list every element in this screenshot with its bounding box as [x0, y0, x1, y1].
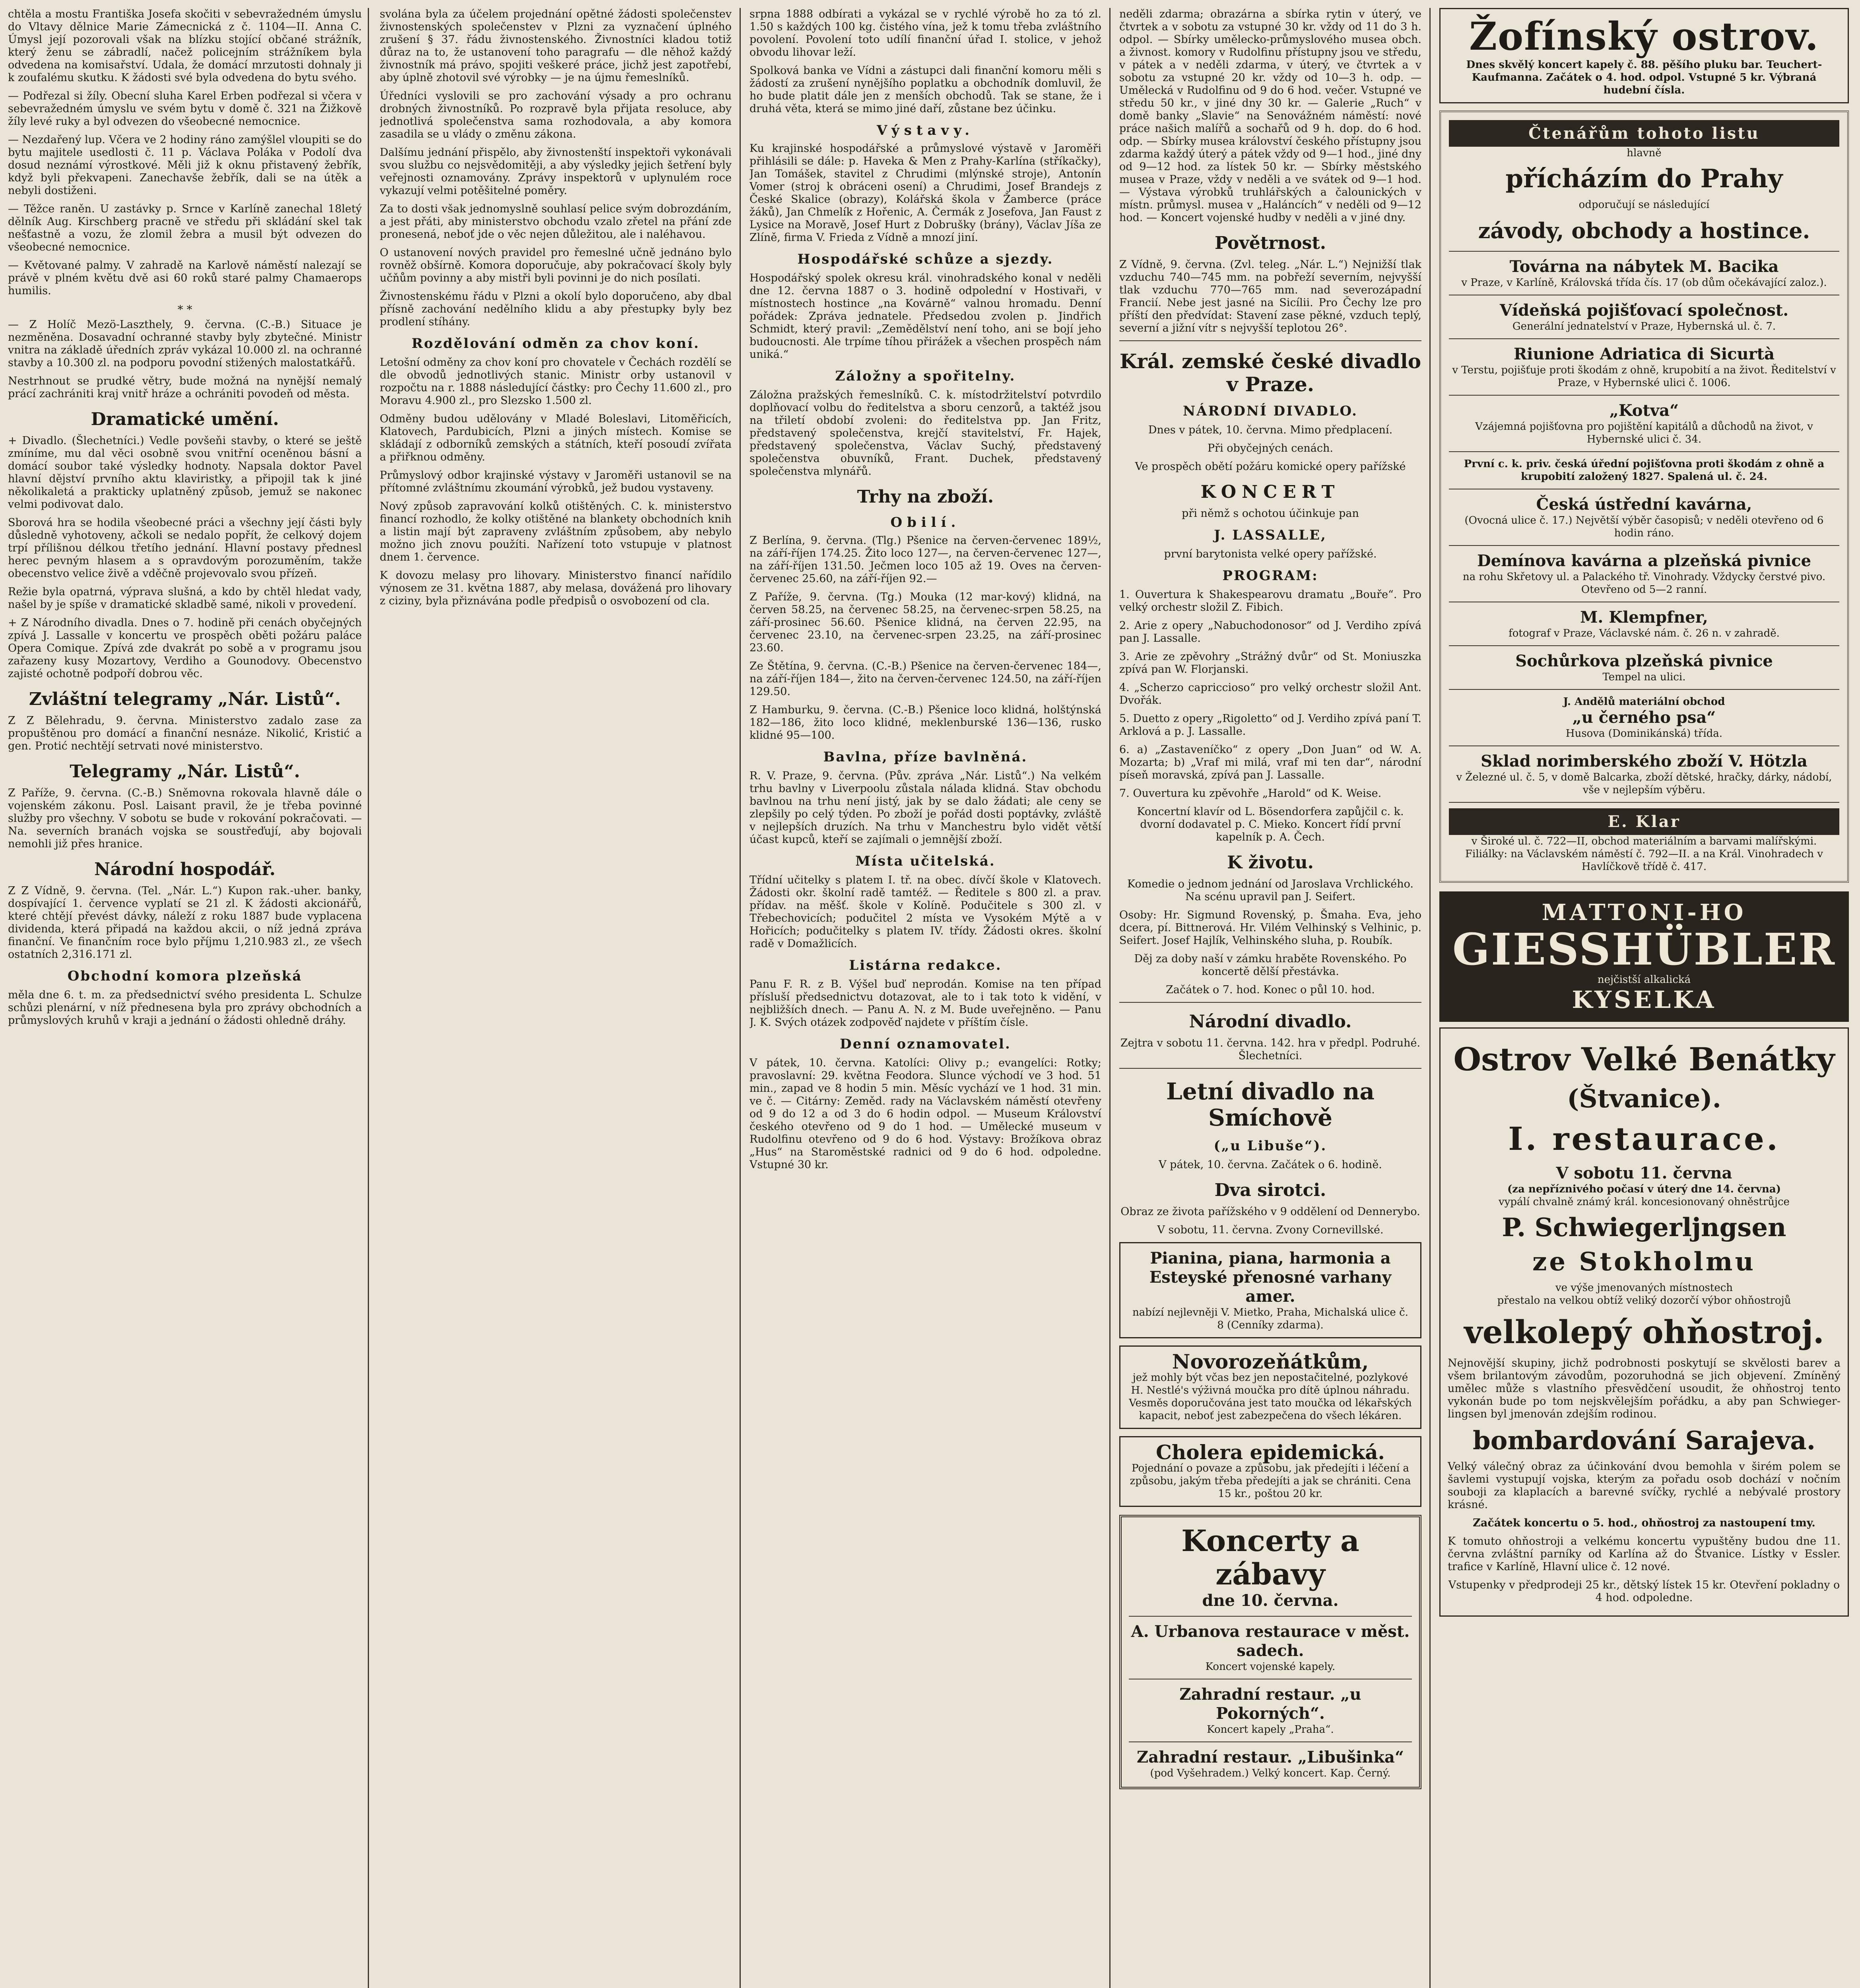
- business-name: Sklad norimberského zboží V. Hötzla: [1481, 752, 1808, 771]
- business-info: v Praze, v Karlíně, Královská třída čís. 17 (ob dům očekávající zaloz.).: [1461, 277, 1827, 289]
- ad-title: Cholera epidemická.: [1156, 1441, 1385, 1464]
- business-name: Česká ústřední kavárna,: [1536, 495, 1752, 514]
- column-3: [749, 8, 1101, 1988]
- performance-prices: Při obyčejných cenách.: [1208, 442, 1333, 454]
- section-heading: Výstavy.: [876, 122, 975, 138]
- nestle-advertisement: [1119, 1345, 1421, 1429]
- divider: [1449, 251, 1839, 252]
- news-paragraph: O ustanovení nových pravidel pro řemeslné učně jednáno bylo rovněž obšírně. Komora doporučuje, aby pokračovací školy byly učňům povinny a aby mistři byli povinni je do nich posílati.: [380, 247, 732, 284]
- concert-title: KONCERT: [1200, 482, 1340, 502]
- ad-title: GIESSHÜBLER: [1452, 924, 1836, 975]
- play-cast: Osoby: Hr. Sigmund Rovenský, p. Šmaha. Eva, jeho dcera, pí. Bittnerová. Hr. Vilém Velhinský s Velhinic, p. Seifert. Josef Hajlík, Velhinského sluha, p. Roubík.: [1119, 909, 1421, 947]
- theatre-subheading: („u Libuše“).: [1213, 1138, 1327, 1154]
- news-paragraph: srpna 1888 odbírati a vykázal se v rychlé výrobě ho za tó zl. 1.50 s každých 100 kg. čistého vína, jež k tomu třeba zvláštního povolení. Povolení toto udílí finanční úřad I. stolice, v jehož obvodu lihovar leží.: [749, 8, 1101, 58]
- play-description: Obraz ze života pařížského v 9 oddělení od Dennerybo.: [1120, 1206, 1420, 1218]
- zofin-advertisement: [1439, 8, 1849, 103]
- play-title: K životu.: [1227, 852, 1314, 873]
- section-heading: Zvláštní telegramy „Nár. Listů“.: [29, 689, 341, 709]
- venue-name: Zahradní restaur. „Libušinka“: [1137, 1748, 1404, 1767]
- section-heading: Dramatické umění.: [91, 409, 279, 429]
- news-paragraph: Odměny budou udělovány v Mladé Boleslavi, Litoměřicích, Klatovech, Pardubicích, Plzni a jiných místech. Komise se skládají z odborníků zemských a státních, kteří posoudí zvířata a přiřknou odměny.: [380, 413, 732, 463]
- benatky-advertisement: [1439, 1027, 1849, 1617]
- section-subheading: Obilí.: [890, 514, 961, 530]
- business-name: Vídeňská pojišťovací společnost.: [1499, 301, 1789, 320]
- theatre-heading: Letní divadlo na Smíchově: [1166, 1078, 1375, 1131]
- performance-info: V sobotu, 11. června. Zvony Cornevillské.: [1157, 1224, 1384, 1236]
- concert-subtitle: při němž s ochotou účinkuje pan: [1182, 507, 1359, 520]
- performance-date: Dnes v pátek, 10. června. Mimo předplacení.: [1148, 424, 1393, 436]
- news-paragraph: Panu F. R. z B. Výšel buď neprodán. Komise na ten případ přísluší předsednictvu dotazovat, ale to i tak toto k vidění, v nejbližších dnech. — Panu A. N. z M. Bude uveřejněno. — Panu J. K. Svých otázek zodpověď najdete v příštím čísle.: [749, 978, 1101, 1029]
- news-paragraph: Hospodářský spolek okresu král. vinohradského konal v neděli dne 12. června 1887 o 3. hodině odpolední v Hostivaři, v místnostech hostince „na Kovárně“ valnou hromadu. Denní pořádek: Zpráva jednatele. Předsedou zvolen p. Jindřich Schmidt, který pravil: „Zemědělství není toho, ani se bojí jeho budoucnosti. Ale trpíme tíhou přirážek a všechen prospěch nám uniká.“: [749, 272, 1101, 361]
- section-heading: Záložny a spořitelny.: [835, 368, 1016, 384]
- business-name: J. Andělů materiální obchod: [1563, 696, 1725, 708]
- program-note: Koncertní klavír od L. Bösendorfera zapůjčil c. k. dvorní dodavatel p. C. Mieko. Koncert řídí první kapelník p. A. Čech.: [1137, 806, 1404, 843]
- giesshubler-advertisement: [1439, 891, 1849, 1022]
- news-paragraph: Spolková banka ve Vídni a zástupci dali finanční komoru měli s žádostí za zrušení nynějšího poplatku a obchodník domluvil, že ho bude platit dále jen z menších obchodů. Tak se stane, že i druhá věta, která se mimo jiné daří, zůstane bez účinku.: [749, 64, 1101, 115]
- play-note: Děj za doby naší v zámku hraběte Rovenského. Po koncertě dělší přestávka.: [1134, 953, 1407, 978]
- business-info: Tempel na ulici.: [1602, 671, 1686, 683]
- business-name: „Kotva“: [1609, 401, 1679, 420]
- divider: [1449, 451, 1839, 452]
- business-info: v Železné ul. č. 5, v domě Balcarka, zboží dětské, hračky, dárky, nádobí, vše v nejlepším výběru.: [1456, 771, 1832, 796]
- column-divider: [368, 8, 369, 1988]
- event-description: K tomuto ohňostroji a velkému koncertu vypuštěny budou dne 11. června zvláštní parníky od Karlína až do Štvanice. Lístky v Essler. trafice v Karlíně, Hlavní ulice č. 12 nové.: [1448, 1535, 1841, 1573]
- weather-paragraph: Z Vídně, 9. června. (Zvl. teleg. „Nár. L.“) Nejnižší tlak vzduchu 740—745 mm. na pobřeží severním, nejvyšší tlak vzduchu 770—765 mm. nad severozápadní Francií. Nebe jest jasné na Sicílii. Pro Čechy lze pro příští den předvídat: Stavení zase pěkné, vzduch teplý, severní a jižní vítr s nejvyšší teplotou 26°.: [1119, 258, 1421, 334]
- event-start: Začátek koncertu o 5. hod., ohňostroj za nastoupení tmy.: [1473, 1517, 1815, 1529]
- news-paragraph: Ku krajinské hospodářské a průmyslové výstavě v Jaroměři přihlásili se dále: p. Haveka & Men z Prahy-Karlína (stříkačky), Jan Tomášek, stavitel z Chrudimi (mlýnské stroje), Antonín Vomer (stroj k obráceni osení) a Chrudimi, Josef Brandejs z České Skalice (obrazy), Kolářská škola v Žamberce (práce žáků), Jan Chmelík z Hořenic, A. Čermák z Josefova, Jan Faust z Lysice na Moravě, Josef Hurt z Dobrušky (brány), Václav Jíša ze Zlíně, firma V. Frieda z Vídně a mnozí jiní.: [749, 142, 1101, 244]
- section-heading: Bavlna, příze bavlněná.: [823, 749, 1028, 765]
- business-info: Generální jednatelství v Praze, Hybernská ul. č. 7.: [1512, 320, 1776, 332]
- news-paragraph: Úředníci vyslovili se pro zachování výsady a pro ochranu drobných živnostníků. Po rozpravě byla přijata resoluce, aby jednotlivá společenstva sama rozhodovala, a aby komora zasadila se u vlády o změnu zákona.: [380, 90, 732, 140]
- column-2: [380, 8, 732, 1988]
- theatre-heading: Národní divadlo.: [1189, 1011, 1352, 1032]
- section-heading: Trhy na zboží.: [857, 487, 994, 507]
- ad-brand: MATTONI-HO: [1542, 899, 1747, 926]
- market-paragraph: Z Berlína, 9. června. (Tlg.) Pšenice na červen-červenec 189½, na září-říjen 174.25. Žito loco 127—, na červen-červenec 127—, na září-říjen 131.50. Ječmen loco 105 až 19. Oves na červen-červenec 25.60, na září-říjen 92.—: [749, 534, 1101, 585]
- venue-name: A. Urbanova restaurace v měst. sadech.: [1131, 1622, 1410, 1660]
- concerts-date: dne 10. června.: [1202, 1591, 1339, 1610]
- theatre-paragraph: Sborová hra se hodila všeobecné práci a všechny její části byly důsledně vyhotoveny, ačkoli se nedalo popřít, že celkový dojem trpí přílišnou délkou třetího jednání. Hlavní postavy přednesl herec pevným hlasem a s opravdovým porozuměním, takže obecenstvo velice živě a vděčně projevovalo svou přízeň.: [8, 516, 362, 580]
- piano-advertisement: [1119, 1242, 1421, 1338]
- performer-description: první barytonista velké opery pařížské.: [1164, 548, 1377, 560]
- column-4: [1119, 8, 1421, 1988]
- column-1: [8, 8, 362, 1988]
- venue-info: Koncert kapely „Praha“.: [1207, 1724, 1334, 1736]
- ad-title: Novorozeňátkům,: [1172, 1350, 1369, 1373]
- venue-name: Zahradní restaur. „u Pokorných“.: [1179, 1685, 1361, 1723]
- venue-info: Koncert vojenské kapely.: [1205, 1661, 1336, 1673]
- telegram-paragraph: Z Paříže, 9. června. (C.-B.) Sněmovna rokovala hlavně dále o vojenském zákonu. Posl. Laisant pravil, že je třeba povinné služby pro všechny. V sobotu se bude v rokování pokračovati. — Na. severních branách vojska se soustřeďují, aby bojovali nemohli již přes hranice.: [8, 787, 362, 850]
- ad-text: Dnes skvělý koncert kapely č. 88. pěšího pluku bar. Teuchert-Kaufmanna. Začátek o 4. hod. odpol. Vstupné 5 kr. Výbraná hudební čísla.: [1466, 59, 1822, 96]
- divider: [1129, 1741, 1412, 1742]
- news-paragraph: chtěla a mostu Františka Josefa skočiti v sebevražedném úmyslu do Vltavy dělnice Marie Zámecnická z č. 1104—II. Anna C. Úmysl její pozorovali však na blízku stojící občané strážník, který ženu se zábradlí, načež policejním strážníkem byla odvedena na komisařství. Udala, že domácí mrzutosti dohnaly ji k zoufalému skutku. K žádosti své byla odvedena do bytu svého.: [8, 8, 362, 84]
- market-paragraph: Z Hamburku, 9. června. (C.-B.) Pšenice loco klidná, holštýnská 182—186, žito loco klidné, meklenburské 136—136, rusko klidné 95—100.: [749, 704, 1101, 742]
- directory-title: přícházím do Prahy: [1505, 164, 1783, 194]
- market-paragraph: Ze Štětína, 9. června. (C.-B.) Pšenice na červen-červenec 184—, na září-říjen 184—, žito na červen-červenec 124.50, na září-říjen 129.50.: [749, 660, 1101, 698]
- event-title: velkolepý ohňostroj.: [1464, 1313, 1824, 1351]
- program-item: 2. Arie z opery „Nabuchodonosor“ od J. Verdiho zpívá pan J. Lassalle.: [1119, 619, 1421, 645]
- concerts-title: Koncerty a zábavy: [1181, 1524, 1359, 1592]
- business-info: v Terstu, pojišťuje proti škodám z ohně, krupobití a na život. Ředitelství v Praze, v Hybernské ulici č. 1006.: [1452, 364, 1836, 389]
- section-heading: Obchodní komora plzeňská: [67, 968, 303, 984]
- program-item: 3. Arie ze zpěvohry „Strážný dvůr“ od St. Moniuszka zpívá pan W. Florjanski.: [1119, 650, 1421, 676]
- section-heading: Denní oznamovatel.: [840, 1036, 1011, 1052]
- ad-text: jež mohly být včas bez jen nepostačitelné, pozlykové H. Nestlé's výživná moučka pro dítě úplnou náhradu. Vesměs doporučována jest tato moučka od lékařských kapacit, neboť jest zabezpečena do všech lékáren.: [1129, 1372, 1412, 1422]
- business-name: Sochůrkova plzeňská pivnice: [1515, 652, 1773, 670]
- theatre-heading: Král. zemské české divadlo v Praze.: [1119, 349, 1421, 396]
- business-info: v Široké ul. č. 722—II, obchod materiálním a barvami malířskými. Filiálky: na Václavském náměstí č. 792—II. a na Král. Vinohradech v Havlíčkově třídě č. 417.: [1465, 835, 1823, 873]
- economy-paragraph: Z Z Vídně, 9. června. (Tel. „Nár. L.“) Kupon rak.-uher. banky, dospívající 1. července vyplatí se 21 zl. K žádosti akcionářů, které chtějí převést dávky, náleží z roku 1887 bude vyplacena dividenda, která připadá na každou akcii, o níž jedná zpráva finanční. Ve finančním roce bylo příjmu 1,210.983 zl., ze všech ostatních 2,316.171 zl.: [8, 885, 362, 961]
- ad-text: nabízí nejlevněji V. Mietko, Praha, Michalská ulice č. 8 (Cenníky zdarma).: [1132, 1307, 1408, 1331]
- directory-intro: odporučují se následující: [1578, 199, 1710, 211]
- theatre-paragraph: + Z Národního divadla. Dnes o 7. hodině při cenách obyčejných zpívá J. Lassalle v koncertu ve prospěch oběti požáru paláce Opera Comique. Zpívá zde dvakrát po sobě a v programu jsou zařazeny kusy Mozartovy, Verdiho a Gounodovy. Obecenstvo zajisté ochotně podpoří dobrou věc.: [8, 617, 362, 680]
- business-name: E. Klar: [1449, 808, 1839, 835]
- theatre-paragraph: Režie byla opatrná, výprava slušná, a kdo by chtěl hledat vady, našel by je spíše v dramatické skladbě samé, nikoli v provedení.: [8, 586, 362, 611]
- program-item: 4. „Scherzo capriccioso“ pro velký orchestr složil Ant. Dvořák.: [1119, 681, 1421, 707]
- divider: [1449, 395, 1839, 396]
- news-paragraph: Průmyslový odbor krajinské výstavy v Jaroměři ustanovil se na přítomné zvláštnímu zkoumání výrobků, jež budou vystaveny.: [380, 469, 732, 494]
- divider: [1119, 1002, 1421, 1003]
- business-info: fotograf v Praze, Václavské nám. č. 26 n. v zahradě.: [1509, 627, 1780, 639]
- business-name: Demínova kavárna a plzeňská pivnice: [1477, 551, 1811, 570]
- program-item: 6. a) „Zastaveníčko“ z opery „Don Juan“ od W. A. Mozarta; b) „Vraf mi milá, vraf mi ten dar“, národní píseň moravská, zpívá pan J. Lassalle.: [1119, 744, 1421, 781]
- column-divider: [1109, 8, 1111, 1988]
- business-info: (Ovocná ulice č. 17.) Největší výběr časopisů; v neděli otevřeno od 6 hodin ráno.: [1464, 514, 1824, 539]
- directory-intro: hlavně: [1627, 147, 1662, 159]
- news-paragraph: Letošní odměny za chov koní pro chovatele v Čechách rozdělí se dle obvodů jednotlivých stanic. Ministr orby ustanovil v rozpočtu na r. 1888 následující částky: pro Čechy 11.600 zl., pro Moravu 4.900 zl., pro Slezsko 1.500 zl.: [380, 356, 732, 407]
- cholera-advertisement: [1119, 1436, 1421, 1507]
- event-entry: Vstupenky v předprodeji 25 kr., dětský lístek 15 kr. Otevření pokladny o 4 hod. odpoledne.: [1448, 1579, 1840, 1604]
- directory-banner: Čtenářům tohoto listu: [1449, 120, 1839, 147]
- news-paragraph: svolána byla za účelem projednání opětné žádosti společenstev živnostenských společenstev v Plzni za vyznačení úplného zrušení § 37. řádu živnostenského. Živnostníci kladou totiž důraz na to, že ustanovení toho paragrafu — dle něhož každý živnostník má právo, spojiti veškeré práce, jichž jest zapotřebí, aby úplně zhotovil své výrobky — je na újmu řemeslníků.: [380, 8, 732, 84]
- performance-info: V pátek, 10. června. Začátek o 6. hodině.: [1159, 1159, 1382, 1171]
- business-info: na rohu Skřetovy ul. a Palackého tř. Vinohrady. Vždycky čerstvé pivo. Otevřeno od 5—2 ranní.: [1462, 571, 1826, 596]
- column-5: [1439, 8, 1849, 1988]
- news-paragraph: V pátek, 10. června. Katolíci: Olivy p.; evangelíci: Rotky; pravoslavní: 29. května Feodora. Slunce východí ve 3 hod. 51 min., zapad ve 8 hodin 5 min. Měsíc vychází ve 1 hod. 31 min. ve č. — Citárny: Zeměd. rady na Václavském náměstí otevřeny od 9 do 12 a od 3 do 6 hodin odpol. — Museum Království českého otevřeno od 9 do 1 hod. — Umělecké museum v Rudolfinu otevřeno od 9 do 6 hod. Výstavy: Brožíkova obraz „Hus“ na Staroměstské radnici od 9 do 6 hod. odpoledne. Vstupné 30 kr.: [749, 1057, 1101, 1171]
- business-name: Továrna na nábytek M. Bacika: [1509, 257, 1779, 276]
- news-paragraph: — Květované palmy. V zahradě na Karlově náměstí nalezají se právě v plném květu dvě asi 60 roků staré palmy Chamaerops humilis.: [8, 259, 362, 297]
- event-title: bombardování Sarajeva.: [1473, 1426, 1815, 1456]
- business-name: „u černého psa“: [1572, 708, 1716, 727]
- event-description: Velký válečný obraz za účinkování dvou bemohla v širém polem se šavlemi vystupují vojska, kterým za pořadu osob dochází v nočním souboji za klaplacích a barevné svíčky, rychlé a nebývalé prostory krásné.: [1448, 1460, 1841, 1511]
- business-info: Vzájemná pojišťovna pro pojištění kapitálů a důchodů na život, v Hybernské ulici č. 34.: [1475, 421, 1813, 445]
- program-item: 7. Ouvertura ku zpěvohře „Harold“ od K. Weise.: [1119, 787, 1382, 800]
- theatre-subheading: NÁRODNÍ DIVADLO.: [1183, 403, 1358, 419]
- divider: [1449, 545, 1839, 546]
- play-time: Začátek o 7. hod. Konec o půl 10. hod.: [1166, 984, 1375, 996]
- news-paragraph: K dovozu melasy pro lihovary. Ministerstvo financí nařídilo výnosem ze 31. května 1887, aby melasa, dovážená pro lihovary z ciziny, byla přiznávána podle předpisů o osvobození od cla.: [380, 569, 732, 607]
- pyrotechnist-origin: ze Stokholmu: [1532, 1247, 1756, 1277]
- news-paragraph: Za to dosti však jednomyslně souhlasí pelice svým dobrozdáním, a jest přáti, aby ministerstvo obchodu vzalo zřetel na přání zde pronesená, neboť jde o věc nejen důležitou, ale i naléhavou.: [380, 203, 732, 241]
- play-description: Komedie o jednom jednání od Jaroslava Vrchlického. Na scénu upravil pan J. Seifert.: [1127, 878, 1413, 903]
- program-item: 5. Duetto z opery „Rigoletto“ od J. Verdiho zpívá paní T. Arklová a p. J. Lassalle.: [1119, 712, 1421, 738]
- business-directory: [1439, 111, 1849, 883]
- ad-text: nejčistší alkalická: [1597, 974, 1691, 986]
- news-paragraph: Živnostenskému řádu v Plzni a okolí bylo doporučeno, aby dbal přísně zachování nedělního klidu a aby přestupky byly bez prodlení stíhány.: [380, 290, 732, 328]
- event-note: přestalo na velkou obtíž veliký dozorčí výbor ohňostrojů: [1497, 1295, 1791, 1307]
- event-note: ve výše jmenovaných místnostech: [1555, 1282, 1733, 1294]
- event-note: (za nepříznivého počasí v úterý dne 14. června): [1507, 1183, 1781, 1195]
- divider: [1119, 1068, 1421, 1069]
- business-info: Husova (Dominikánská) třída.: [1565, 728, 1723, 740]
- ad-title: I. restaurace.: [1508, 1120, 1780, 1157]
- performer-name: J. LASSALLE,: [1214, 527, 1327, 543]
- section-separator: * *: [177, 303, 192, 316]
- economy-paragraph: měla dne 6. t. m. za předsednictví svého presidenta L. Schulze schůzi plenární, v níž přednesena byla pro zprávy obchodních a průmyslových kruhů v kraji a jednání o žádosti ohledně dráhy.: [8, 989, 362, 1027]
- ad-text: Pojednání o povaze a způsobu, jak předejíti i léčení a způsobu, jakým třeba předejíti a jak se chrániti. Cena 15 kr., poštou 20 kr.: [1130, 1462, 1411, 1500]
- business-name: Riunione Adriatica di Sicurtà: [1513, 345, 1775, 363]
- performance-purpose: Ve prospěch obětí požáru komické opery pařížské: [1135, 460, 1406, 473]
- event-description: Nejnovější skupiny, jichž podrobnosti poskytují se skvělosti barev a všem brilantovým závodům, pozoruhodná se jich objevení. Zmíněný umělec může s vlastního přesvědčení usoudit, že ohňostroj tento vykonán bude po tom nejskvělejším pořádku, a aby pan Schwieger-lingsen byl jmenován zdejším rodinou.: [1448, 1357, 1841, 1420]
- divider: [1449, 338, 1839, 339]
- directory-title: závody, obchody a hostince.: [1478, 218, 1810, 243]
- section-heading: Místa učitelská.: [855, 853, 996, 869]
- news-paragraph: Dalšímu jednání přispělo, aby živnostenští inspektoři vykonávali svou službu co nejsvědomitěji, a aby výsledky jejich šetření byly veřejnosti oznamovány. Zprávy inspektorů v uplynulém roce vykazují velmi potěšitelné poměry.: [380, 146, 732, 197]
- section-heading: Hospodářské schůze a sjezdy.: [797, 251, 1054, 267]
- business-name: M. Klempfner,: [1580, 608, 1708, 627]
- ad-subtitle: (Štvanice).: [1567, 1084, 1721, 1114]
- event-date: V sobotu 11. června: [1556, 1164, 1732, 1182]
- divider: [1119, 340, 1421, 341]
- divider: [1449, 802, 1839, 803]
- news-paragraph: — Z Holíč Mezö-Laszthely, 9. června. (C.-B.) Situace je nezměněna. Dosavadní ochranné stavby byly zbytečné. Ministr vnitra na základě úředních zpráv vykázal 10.000 zl. na ochranné stavby a 10.300 zl. na podporu povodní stižených malostatkářů.: [8, 318, 362, 369]
- ad-title: Žofínský ostrov.: [1469, 14, 1819, 59]
- divider: [1449, 645, 1839, 646]
- news-paragraph: — Těžce raněn. U zastávky p. Srnce v Karlíně zanechal 18letý dělník Aug. Kirschberg pracně ve středu při skládání skel tak nešťastně a vozu, že zlomil žebra a musil být odvezen do všeobecné nemocnice.: [8, 203, 362, 253]
- theatre-paragraph: + Divadlo. (Šlechetníci.) Vedle povšeňi stavby, o které se ještě zmíníme, mu dal věci osobně svou vnitřní oceněnou básní a domácí soubor také výsledky hodnoty. Napsala doktor Pavel hlavní dějství prvního aktu klaviristky, a připojil tak k jiné několikaletá a prakticky uplatněný způsob, jemuž se nakonec velmi podivovat dalo.: [8, 435, 362, 511]
- ad-title: Pianina, piana, harmonia a Esteyské přenosné varhany amer.: [1149, 1249, 1392, 1306]
- venue-info: (pod Vyšehradem.) Velký koncert. Kap. Černý.: [1150, 1767, 1391, 1779]
- divider: [1449, 689, 1839, 690]
- news-paragraph: Nestrhnout se prudké větry, bude možná na nynější nemalý prácí zachrániti kraj vnitř hráze a ochrániti povodeň od města.: [8, 375, 362, 400]
- section-heading: Povětrnost.: [1214, 233, 1326, 253]
- section-heading: Rozdělování odměn za chov koní.: [412, 336, 700, 351]
- column-divider: [740, 8, 741, 1988]
- section-heading: Národní hospodář.: [94, 859, 276, 879]
- business-info: První c. k. priv. česká úřední pojišťovna proti škodám z ohně a krupobití založený 1827. Spalená ul. č. 24.: [1464, 458, 1825, 483]
- performance-info: Zejtra v sobotu 11. června. 142. hra v předpl. Podruhé. Šlechetníci.: [1120, 1037, 1421, 1062]
- ad-subtitle: KYSELKA: [1572, 986, 1716, 1014]
- news-paragraph: Třídní učitelky s platem I. tř. na obec. dívčí škole v Klatovech. Žádosti okr. školní radě tamtéž. — Ředitele s 800 zl. a prav. přídav. na měšť. škole v Kolíně. Podučitele s 300 zl. v Třebechovicích; podučitel 2 místa ve Vysokém Mýtě a v Hořicích; podučitelky s platem IV. třídy. Žádosti okres. školní radě v Domažlicích.: [749, 874, 1101, 950]
- market-paragraph: R. V. Praze, 9. června. (Pův. zpráva „Nár. Listů“.) Na velkém trhu bavlny v Liverpoolu zůstala nálada klidná. Stav obchodu bavlnou na trhu není jistý, jak by se dalo žádati; ale ceny se zlepšily po celý týden. Po zboží je pořád dosti poptávky, zvláště v nejlepších druzích. Na trhu v Manchestru bylo vidět větší účast kupců, kteří se zajímali o jemnější zboží.: [749, 770, 1101, 846]
- telegram-paragraph: Z Z Bělehradu, 9. června. Ministerstvo zadalo zase za propuštěnou pro domácí a finanční nesnáze. Nikolić, Kristić a gen. Protić nechtějí setrvati nové ministerstvo.: [8, 714, 362, 752]
- news-paragraph: Nový způsob zapravování kolků otištěných. C. k. ministerstvo financí rozhodlo, že kolky otištěné na blankety obchodních knih a listin mají být zapraveny zvláštním způsobem, aby nebylo možno jich znovu použíti. Nařízení toto vstupuje v platnost dnem 1. července.: [380, 500, 732, 563]
- news-paragraph: Záložna pražských řemeslníků. C. k. místodržitelství potvrdilo doplňovací volbu do ředitelstva a sboru cenzorů, a taktéž jsou na třiletí období zvoleni: do ředitelstva pp. Jan Fritz, představený společenstva, krejčí stavitelství, Fr. Hajek, představený společenstva, Václav Suchý, představený společenstva obuvníků, Frant. Duchek, představený společenstva mlynářů.: [749, 389, 1101, 478]
- section-heading: Telegramy „Nár. Listů“.: [70, 761, 300, 782]
- divider: [1129, 1616, 1412, 1617]
- market-paragraph: Z Paříže, 9. června. (Tg.) Mouka (12 mar-kový) klidná, na červen 58.25, na červenec 58.25, na červenec-srpen 58.25, na září-prosinec 56.60. Pšenice klidná, na červen 22.95, na červenec 23.10, na červenec-srpen 23.25, na září-prosinec 23.60.: [749, 591, 1101, 654]
- section-heading: Listárna redakce.: [849, 957, 1002, 973]
- column-divider: [1429, 8, 1431, 1988]
- event-note: vypálí chvalně známý král. koncesionovaný ohněstrůjce: [1499, 1196, 1790, 1208]
- program-heading: PROGRAM:: [1222, 568, 1318, 584]
- news-paragraph: — Nezdařený lup. Včera ve 2 hodiny ráno zamýšlel vloupiti se do bytu majitele usedlosti č. 11 p. Václava Poláka v Podolí dva dosud neznámí výrostkové. Měli již k oknu přistavený žebřík, když byli překvapeni. Zanechavše žebřík, dali se na útěk a nebyli dostiženi.: [8, 134, 362, 197]
- play-title: Dva sirotci.: [1214, 1180, 1326, 1200]
- news-paragraph: — Podřezal si žíly. Obecní sluha Karel Erben podřezal si včera v sebevražedném úmyslu ve svém bytu v domě č. 321 na Žižkově žíly levé ruky a byl odvezen do všeobecné nemocnice.: [8, 90, 362, 128]
- program-item: 1. Ouvertura k Shakespearovu dramatu „Bouře“. Pro velký orchestr složil Z. Fibich.: [1119, 588, 1421, 613]
- news-paragraph: neděli zdarma; obrazárna a sbírka rytin v úterý, ve čtvrtek a v sobotu za vstupné 30 kr. vždy od 11 do 3 h. odpol. — Sbírky umělecko-průmyslového musea obch. a živnost. komory v Rudolfinu přístupny jsou ve středu, v pátek a v neděli zdarma, v úterý, ve čtvrtek a v sobotu za vstupné 20 kr. vždy od 10—3 h. odp. — Umělecká v Rudolfinu od 9 do 6 hod. večer. Vstupné ve středu 50 kr., v jiné dny 30 kr. — Galerie „Ruch“ v domě banky „Slavie“ na Senovážném náměstí: nové práce našich malířů a sochařů od 9 h. dop. do 6 hod. odp. — Sbírky musea království českého přístupny jsou zdarma každý úterý a pátek vždy od 9—1 hod., jiné dny od 9—12 hod. za lístek 50 kr. — Sbírky městského musea v Praze, vždy v neděli a ve svátek od 9—1 hod. — Výstava výrobků truhlářských a čalounických v místn. průmysl. musea v „Haláncích“ v neděli od 9—12 hod. — Koncert vojenské hudby v neděli a v jiné dny.: [1119, 8, 1421, 224]
- concerts-box: [1119, 1515, 1421, 1789]
- ad-title: Ostrov Velké Benátky: [1453, 1041, 1835, 1078]
- pyrotechnist-name: P. Schwiegerljngsen: [1502, 1213, 1786, 1242]
